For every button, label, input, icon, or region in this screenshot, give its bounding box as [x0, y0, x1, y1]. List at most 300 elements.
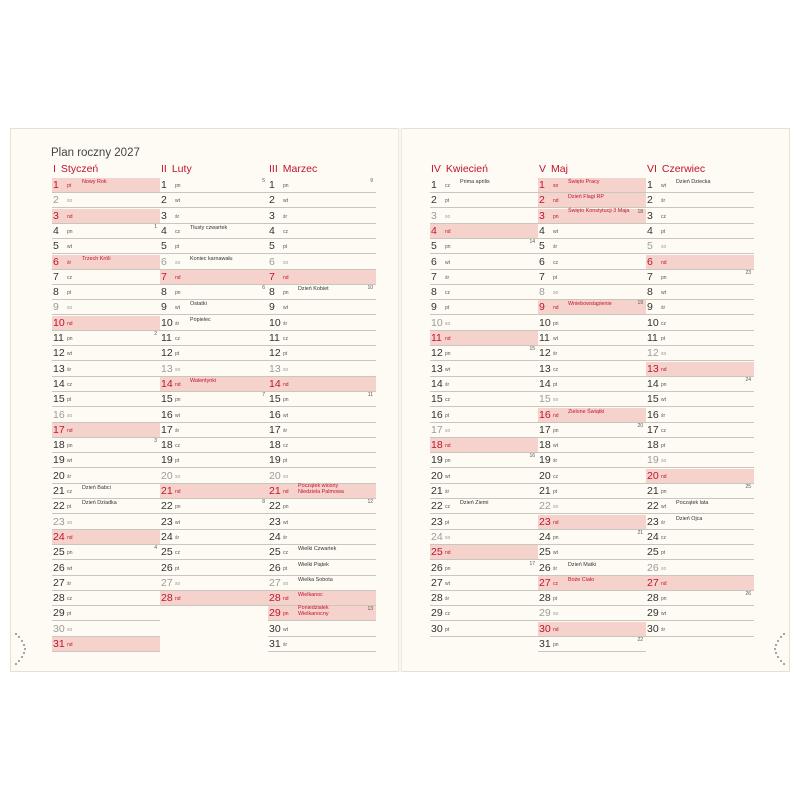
month-header	[431, 163, 488, 175]
weekday-abbr: wt	[283, 305, 288, 312]
week-number: 4	[154, 545, 157, 552]
day-row[interactable]	[430, 239, 538, 254]
day-row[interactable]	[52, 193, 160, 208]
day-row[interactable]	[538, 591, 646, 606]
day-row[interactable]	[52, 530, 160, 545]
day-row[interactable]	[646, 178, 754, 193]
day-row[interactable]	[430, 270, 538, 285]
day-row[interactable]	[430, 515, 538, 530]
day-row[interactable]	[646, 591, 754, 606]
day-row[interactable]	[430, 561, 538, 576]
day-row[interactable]	[538, 285, 646, 300]
month-roman: III	[269, 163, 278, 175]
day-number: 8	[269, 286, 275, 299]
day-row[interactable]	[646, 300, 754, 315]
day-row[interactable]	[646, 545, 754, 560]
day-row[interactable]	[52, 316, 160, 331]
day-number: 10	[161, 316, 173, 329]
holiday-label: Ostatki	[190, 301, 207, 308]
weekday-abbr: nd	[67, 213, 73, 220]
day-number: 27	[539, 576, 551, 589]
day-row[interactable]	[52, 499, 160, 514]
day-row[interactable]	[160, 530, 268, 545]
weekday-abbr: wt	[175, 412, 180, 419]
weekday-abbr: so	[553, 504, 559, 511]
day-row[interactable]	[52, 408, 160, 423]
weekday-abbr: pt	[283, 565, 288, 572]
day-row[interactable]	[430, 316, 538, 331]
day-row[interactable]	[430, 606, 538, 621]
day-row[interactable]	[52, 239, 160, 254]
day-row[interactable]	[160, 346, 268, 361]
weekday-abbr: so	[67, 412, 73, 419]
day-row[interactable]	[538, 484, 646, 499]
day-number: 13	[539, 362, 551, 375]
day-number: 26	[647, 561, 659, 574]
day-row[interactable]	[538, 606, 646, 621]
week-number: 6	[262, 285, 265, 292]
day-row[interactable]	[268, 606, 376, 621]
weekday-abbr: so	[67, 626, 73, 633]
day-number: 16	[647, 408, 659, 421]
day-row[interactable]	[160, 224, 268, 239]
holiday-label: Święto Konstytucji 3 Maja	[568, 207, 630, 214]
day-row[interactable]	[52, 300, 160, 315]
day-row[interactable]	[268, 178, 376, 193]
day-row[interactable]	[160, 484, 268, 499]
day-row[interactable]	[268, 270, 376, 285]
day-row[interactable]	[52, 209, 160, 224]
day-row[interactable]	[52, 438, 160, 453]
day-row[interactable]	[646, 606, 754, 621]
weekday-abbr: nd	[67, 534, 73, 541]
day-row[interactable]	[268, 591, 376, 606]
day-row[interactable]	[430, 469, 538, 484]
day-row[interactable]	[430, 530, 538, 545]
day-number: 30	[53, 622, 65, 635]
day-row[interactable]	[646, 469, 754, 484]
day-row[interactable]	[268, 453, 376, 468]
day-row[interactable]	[160, 591, 268, 606]
weekday-abbr: cz	[67, 489, 72, 495]
day-number: 5	[539, 240, 545, 253]
day-row[interactable]	[160, 392, 268, 407]
day-row[interactable]	[52, 270, 160, 285]
weekday-abbr: wt	[445, 580, 450, 587]
day-row[interactable]	[268, 346, 376, 361]
day-row[interactable]	[538, 316, 646, 331]
weekday-abbr: wt	[661, 397, 666, 404]
weekday-abbr: nd	[283, 489, 289, 495]
week-number: 15	[529, 346, 535, 353]
day-row[interactable]	[430, 362, 538, 377]
day-row[interactable]	[430, 377, 538, 392]
weekday-abbr: cz	[445, 504, 450, 511]
weekday-abbr: nd	[661, 473, 667, 480]
day-row[interactable]	[52, 285, 160, 300]
day-row[interactable]	[268, 300, 376, 315]
day-row[interactable]	[160, 316, 268, 331]
day-row[interactable]	[430, 255, 538, 270]
day-row[interactable]	[430, 178, 538, 193]
day-row[interactable]	[52, 561, 160, 576]
day-number: 20	[53, 469, 65, 482]
day-row[interactable]	[160, 453, 268, 468]
day-row[interactable]	[538, 515, 646, 530]
day-row[interactable]	[646, 285, 754, 300]
day-row[interactable]	[646, 408, 754, 423]
weekday-abbr: nd	[283, 596, 289, 603]
day-row[interactable]	[52, 545, 160, 560]
day-row[interactable]	[646, 346, 754, 361]
day-row[interactable]	[268, 331, 376, 346]
day-row[interactable]	[538, 209, 646, 224]
day-row[interactable]	[646, 209, 754, 224]
day-row[interactable]	[538, 545, 646, 560]
day-row[interactable]	[160, 331, 268, 346]
day-number: 28	[161, 592, 173, 605]
day-row[interactable]	[268, 484, 376, 499]
day-number: 16	[269, 408, 281, 421]
day-row[interactable]	[430, 423, 538, 438]
day-row[interactable]	[538, 423, 646, 438]
week-number: 1	[154, 223, 157, 230]
day-row[interactable]	[268, 209, 376, 224]
weekday-abbr: pn	[445, 244, 451, 251]
day-row[interactable]	[268, 499, 376, 514]
week-number: 8	[262, 499, 265, 506]
day-row[interactable]	[160, 469, 268, 484]
day-row[interactable]	[160, 300, 268, 315]
day-row[interactable]	[160, 270, 268, 285]
day-number: 5	[431, 240, 437, 253]
day-row[interactable]	[646, 438, 754, 453]
month-header	[647, 163, 705, 175]
day-number: 31	[539, 638, 551, 650]
day-row[interactable]	[52, 178, 160, 193]
day-row[interactable]	[268, 469, 376, 484]
week-number: 23	[745, 269, 751, 276]
weekday-abbr: pn	[553, 534, 559, 541]
day-row[interactable]	[430, 438, 538, 453]
day-row[interactable]	[268, 377, 376, 392]
day-row[interactable]	[538, 637, 646, 652]
day-row[interactable]	[268, 515, 376, 530]
weekday-abbr: pt	[553, 381, 558, 388]
day-row[interactable]	[646, 453, 754, 468]
weekday-abbr: nd	[445, 443, 451, 450]
weekday-abbr: pt	[67, 504, 72, 511]
day-row[interactable]	[52, 224, 160, 239]
day-number: 26	[53, 561, 65, 574]
day-row[interactable]	[646, 224, 754, 239]
day-number: 9	[647, 301, 653, 314]
day-row[interactable]	[646, 193, 754, 208]
day-row[interactable]	[160, 423, 268, 438]
day-row[interactable]	[538, 239, 646, 254]
day-row[interactable]	[268, 392, 376, 407]
day-row[interactable]	[430, 591, 538, 606]
day-number: 12	[539, 347, 551, 360]
weekday-abbr: śr	[67, 366, 72, 373]
day-number: 2	[161, 194, 167, 207]
day-row[interactable]	[160, 377, 268, 392]
holiday-label: Początek wiosny Niedziela Palmowa	[298, 483, 344, 495]
weekday-abbr: wt	[661, 611, 666, 618]
day-row[interactable]	[646, 515, 754, 530]
day-row[interactable]	[430, 331, 538, 346]
day-row[interactable]	[646, 239, 754, 254]
day-row[interactable]	[538, 300, 646, 315]
weekday-abbr: pn	[445, 351, 451, 358]
day-number: 29	[647, 607, 659, 620]
weekday-abbr: pn	[67, 336, 73, 342]
weekday-abbr: pt	[445, 198, 450, 205]
holiday-label: Dzień Kobiet	[298, 286, 329, 293]
weekday-abbr: so	[175, 580, 181, 587]
weekday-abbr: cz	[67, 596, 72, 603]
day-row[interactable]	[538, 408, 646, 423]
day-row[interactable]	[52, 423, 160, 438]
day-row[interactable]	[538, 178, 646, 193]
day-row[interactable]	[430, 622, 538, 637]
weekday-abbr: so	[553, 397, 559, 404]
day-row[interactable]	[160, 408, 268, 423]
day-number: 26	[269, 561, 281, 574]
day-number: 2	[431, 194, 437, 207]
day-row[interactable]	[268, 285, 376, 300]
day-row[interactable]	[52, 606, 160, 621]
day-row[interactable]	[646, 392, 754, 407]
weekday-abbr: pn	[553, 642, 559, 648]
day-number: 11	[539, 332, 550, 344]
weekday-abbr: cz	[661, 320, 666, 327]
weekday-abbr: pt	[445, 519, 450, 526]
day-row[interactable]	[430, 576, 538, 591]
weekday-abbr: so	[67, 519, 73, 526]
day-row[interactable]	[52, 377, 160, 392]
weekday-abbr: cz	[283, 228, 288, 235]
day-row[interactable]	[268, 193, 376, 208]
day-row[interactable]	[268, 576, 376, 591]
day-number: 4	[53, 224, 59, 237]
day-row[interactable]	[268, 545, 376, 560]
weekday-abbr: nd	[553, 519, 559, 526]
day-row[interactable]	[646, 484, 754, 499]
day-number: 10	[269, 316, 281, 329]
day-row[interactable]	[268, 316, 376, 331]
day-row[interactable]	[52, 515, 160, 530]
day-row[interactable]	[52, 576, 160, 591]
day-row[interactable]	[538, 270, 646, 285]
day-row[interactable]	[268, 637, 376, 652]
day-row[interactable]	[52, 392, 160, 407]
day-row[interactable]	[160, 438, 268, 453]
day-row[interactable]	[160, 193, 268, 208]
day-row[interactable]	[646, 377, 754, 392]
day-row[interactable]	[430, 285, 538, 300]
day-number: 10	[431, 316, 443, 329]
day-row[interactable]	[538, 530, 646, 545]
day-row[interactable]	[52, 469, 160, 484]
day-row[interactable]	[430, 408, 538, 423]
day-row[interactable]	[52, 622, 160, 637]
day-row[interactable]	[52, 255, 160, 270]
day-number: 2	[539, 194, 545, 207]
day-row[interactable]	[430, 346, 538, 361]
day-number: 16	[539, 408, 551, 421]
day-row[interactable]	[538, 561, 646, 576]
weekday-abbr: so	[553, 290, 559, 297]
day-number: 4	[161, 224, 167, 237]
weekday-abbr: so	[661, 351, 667, 358]
day-row[interactable]	[160, 561, 268, 576]
day-row[interactable]	[538, 499, 646, 514]
day-row[interactable]	[52, 637, 160, 652]
weekday-abbr: wt	[445, 473, 450, 480]
weekday-abbr: pt	[445, 626, 450, 633]
day-row[interactable]	[538, 438, 646, 453]
day-row[interactable]	[160, 178, 268, 193]
weekday-abbr: nd	[283, 274, 289, 281]
day-row[interactable]	[646, 530, 754, 545]
day-number: 7	[431, 270, 437, 283]
weekday-abbr: pt	[67, 611, 72, 618]
day-row[interactable]	[268, 408, 376, 423]
day-row[interactable]	[268, 438, 376, 453]
day-row[interactable]	[160, 545, 268, 560]
week-number: 13	[367, 606, 373, 613]
weekday-abbr: cz	[175, 336, 180, 342]
day-row[interactable]	[52, 484, 160, 499]
day-row[interactable]	[268, 622, 376, 637]
day-row[interactable]	[538, 362, 646, 377]
day-number: 6	[269, 255, 275, 268]
day-number: 6	[431, 255, 437, 268]
day-row[interactable]	[268, 255, 376, 270]
day-row[interactable]	[646, 499, 754, 514]
day-row[interactable]	[160, 255, 268, 270]
day-number: 19	[161, 454, 173, 467]
day-number: 7	[539, 270, 545, 283]
day-row[interactable]	[430, 499, 538, 514]
weekday-abbr: śr	[445, 274, 450, 281]
day-row[interactable]	[646, 622, 754, 637]
holiday-label: Dzień Dziadka	[82, 500, 117, 507]
day-row[interactable]	[538, 331, 646, 346]
weekday-abbr: cz	[661, 427, 666, 434]
day-number: 31	[269, 638, 281, 650]
holiday-label: Dzień Dziecka	[676, 179, 711, 185]
weekday-abbr: pt	[445, 412, 450, 419]
weekday-abbr: so	[445, 427, 451, 434]
day-row[interactable]	[268, 423, 376, 438]
weekday-abbr: wt	[553, 336, 558, 342]
day-row[interactable]	[160, 285, 268, 300]
day-row[interactable]	[538, 576, 646, 591]
day-row[interactable]	[52, 591, 160, 606]
day-number: 8	[161, 286, 167, 299]
day-row[interactable]	[646, 362, 754, 377]
day-row[interactable]	[430, 193, 538, 208]
day-number: 14	[431, 377, 443, 390]
day-number: 1	[161, 179, 167, 191]
day-row[interactable]	[646, 423, 754, 438]
day-row[interactable]	[538, 392, 646, 407]
day-row[interactable]	[160, 515, 268, 530]
day-row[interactable]	[268, 362, 376, 377]
day-row[interactable]	[430, 545, 538, 560]
day-row[interactable]	[430, 453, 538, 468]
day-row[interactable]	[160, 362, 268, 377]
day-row[interactable]	[538, 224, 646, 239]
day-row[interactable]	[430, 209, 538, 224]
day-row[interactable]	[646, 561, 754, 576]
day-row[interactable]	[268, 224, 376, 239]
weekday-abbr: śr	[661, 305, 666, 312]
day-number: 5	[269, 240, 275, 253]
day-number: 21	[431, 485, 443, 497]
weekday-abbr: śr	[553, 565, 558, 572]
day-row[interactable]	[430, 224, 538, 239]
weekday-abbr: cz	[553, 259, 558, 266]
day-row[interactable]	[538, 469, 646, 484]
day-row[interactable]	[52, 331, 160, 346]
day-row[interactable]	[52, 346, 160, 361]
weekday-abbr: pt	[553, 489, 558, 495]
day-row[interactable]	[52, 453, 160, 468]
day-row[interactable]	[646, 576, 754, 591]
day-number: 22	[647, 500, 659, 513]
day-row[interactable]	[430, 300, 538, 315]
day-row[interactable]	[430, 484, 538, 499]
holiday-label: Dzień Matki	[568, 561, 597, 568]
day-row[interactable]	[268, 530, 376, 545]
day-row[interactable]	[538, 377, 646, 392]
weekday-abbr: so	[175, 366, 181, 373]
day-row[interactable]	[538, 346, 646, 361]
day-number: 5	[161, 240, 167, 253]
day-number: 23	[53, 515, 65, 528]
weekday-abbr: pn	[283, 611, 289, 618]
day-number: 9	[431, 301, 437, 314]
day-row[interactable]	[160, 499, 268, 514]
day-row[interactable]	[268, 561, 376, 576]
day-row[interactable]	[160, 209, 268, 224]
day-number: 21	[647, 485, 659, 497]
day-row[interactable]	[538, 453, 646, 468]
weekday-abbr: wt	[67, 244, 72, 251]
day-row[interactable]	[160, 239, 268, 254]
day-row[interactable]	[430, 392, 538, 407]
weekday-abbr: pn	[175, 397, 181, 404]
day-row[interactable]	[538, 193, 646, 208]
day-row[interactable]	[646, 316, 754, 331]
day-row[interactable]	[646, 255, 754, 270]
day-row[interactable]	[646, 270, 754, 285]
day-row[interactable]	[52, 362, 160, 377]
day-row[interactable]	[268, 239, 376, 254]
day-row[interactable]	[538, 622, 646, 637]
day-number: 2	[269, 194, 275, 207]
weekday-abbr: pt	[661, 228, 666, 235]
day-number: 4	[539, 224, 545, 237]
binding-holes-right	[768, 632, 788, 666]
day-row[interactable]	[538, 255, 646, 270]
day-row[interactable]	[160, 576, 268, 591]
day-row[interactable]	[646, 331, 754, 346]
day-number: 7	[161, 270, 167, 283]
